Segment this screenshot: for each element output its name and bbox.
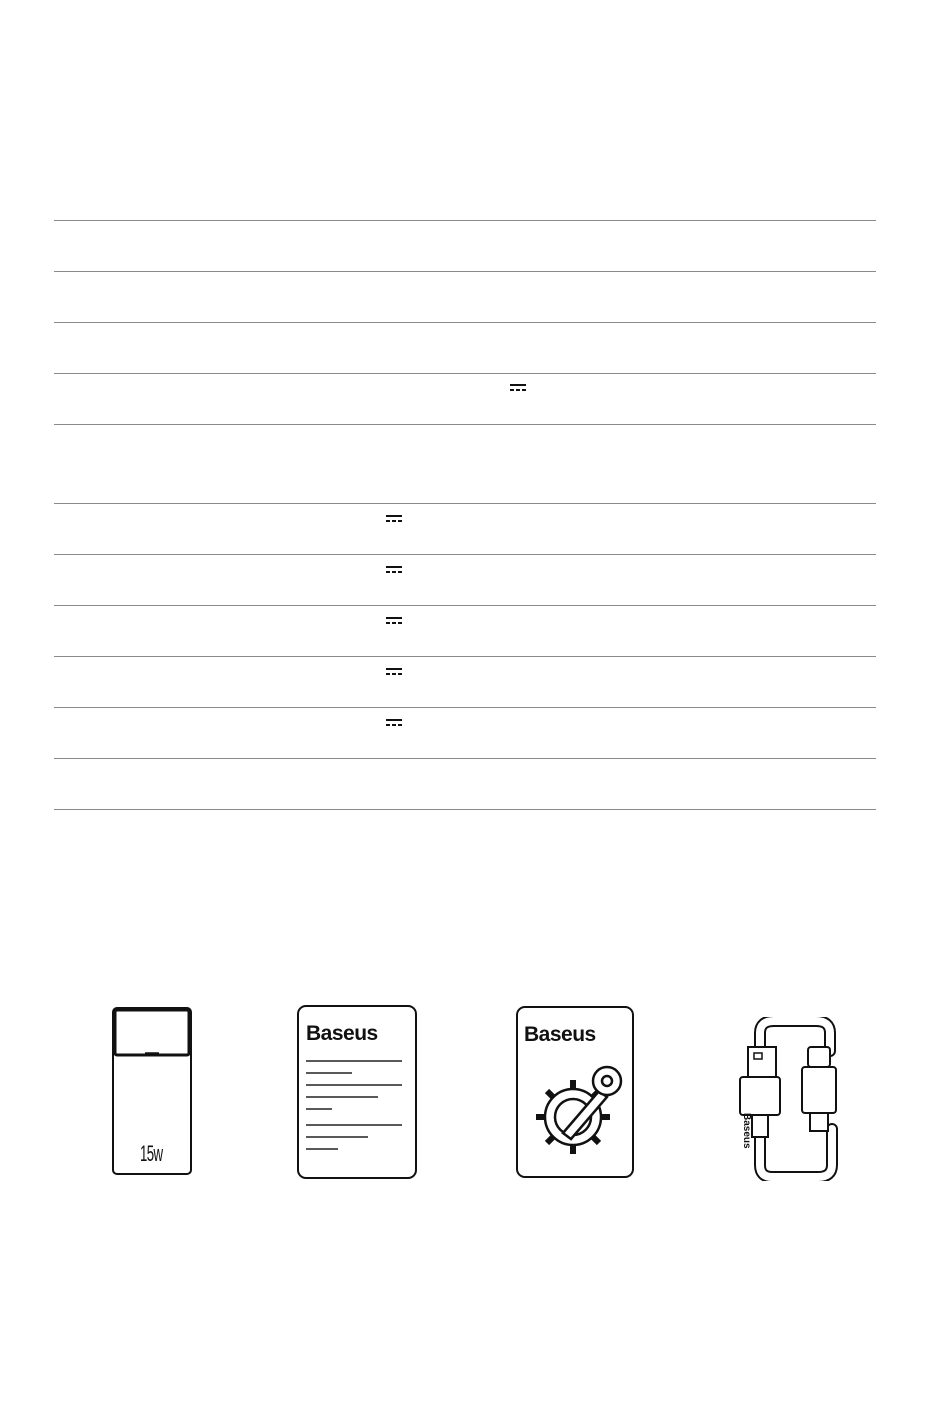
warranty-card-illustration [515,1005,635,1179]
table-rule [54,373,876,374]
dc-symbol-icon [386,616,402,625]
dc-symbol-icon [386,718,402,727]
power-bank-illustration [110,1005,194,1177]
table-rule [54,554,876,555]
table-rule [54,758,876,759]
user-manual-illustration [296,1004,418,1180]
cable-brand-logo: Baseus [741,1113,752,1149]
table-rule [54,503,876,504]
warranty-brand-logo: Baseus [524,1023,596,1046]
table-rule [54,220,876,221]
dc-symbol-icon [386,667,402,676]
table-rule [54,271,876,272]
table-rule [54,605,876,606]
table-rule [54,656,876,657]
cable-icon [738,1017,862,1181]
table-rule [54,322,876,323]
table-rule [54,707,876,708]
table-rule [54,424,876,425]
dc-symbol-icon [386,565,402,574]
dc-symbol-icon [510,383,526,392]
dc-symbol-icon [386,514,402,523]
power-bank-label: 15w [140,1141,163,1166]
charging-cable-illustration [738,1017,862,1181]
manual-brand-logo: Baseus [306,1022,378,1045]
table-rule [54,809,876,810]
